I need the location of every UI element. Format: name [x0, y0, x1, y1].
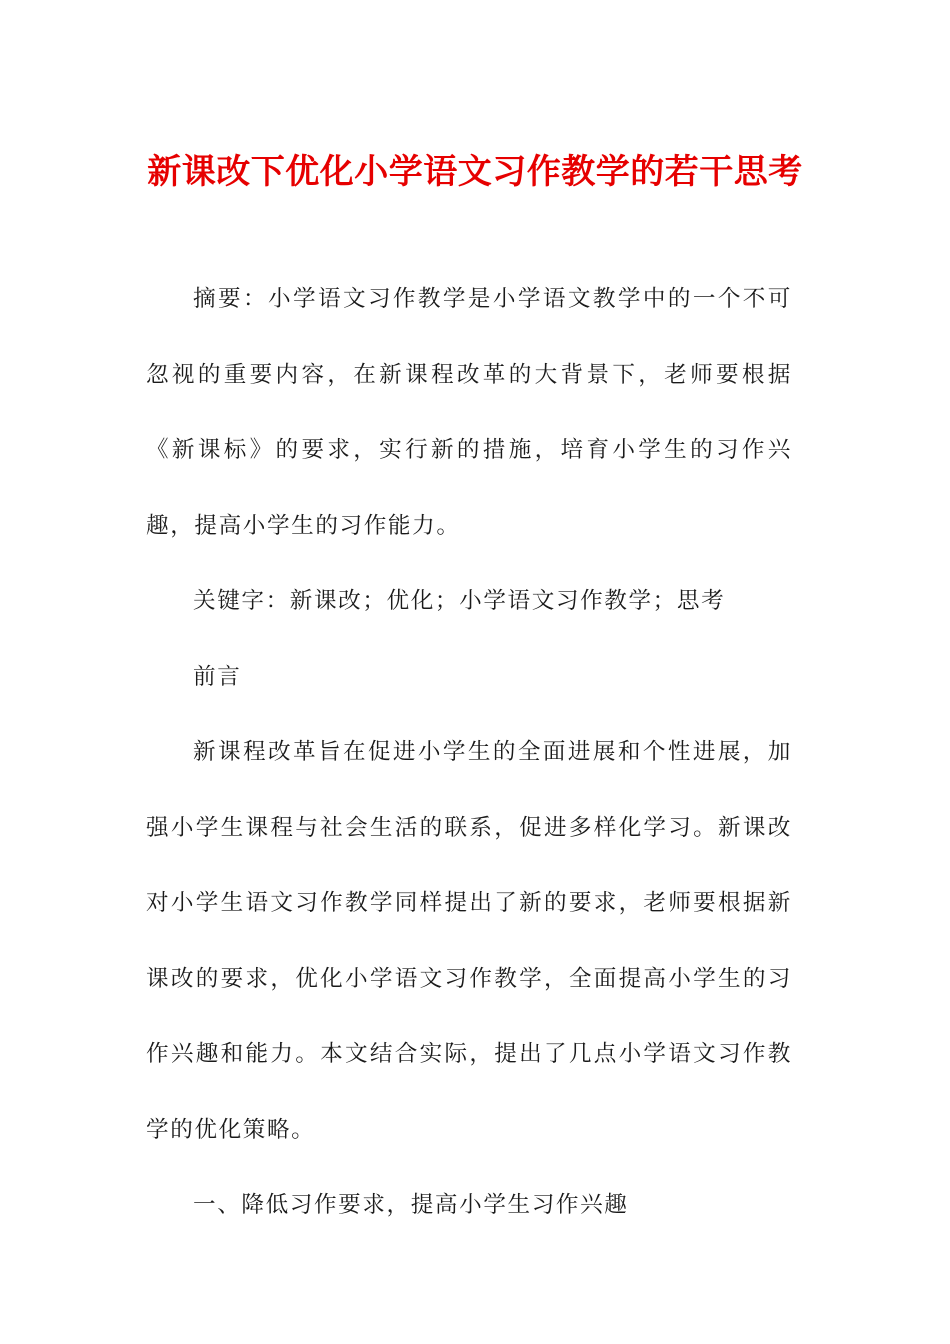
preface-heading: 前言: [193, 663, 242, 690]
preface-paragraph: 新课程改革旨在促进小学生的全面进展和个性进展，加强小学生课程与社会生活的联系，促进多样化学习。新课改对小学生语文习作教学同样提出了新的要求，老师要根据新课改的要求，优化小学语文习作教学，全面提高小学生的习作兴趣和能力。本文结合实际，提出了几点小学语文习作教学的优化策略。: [146, 739, 792, 1143]
document-body: [146, 262, 792, 1244]
abstract-paragraph: 摘要：小学语文习作教学是小学语文教学中的一个不可忽视的重要内容，在新课程改革的大背景下，老师要根据《新课标》的要求，实行新的措施，培育小学生的习作兴趣，提高小学生的习作能力。: [146, 286, 792, 539]
section-heading-1: 一、降低习作要求，提高小学生习作兴趣: [193, 1192, 629, 1218]
keywords-paragraph: 关键字：新课改；优化；小学语文习作教学；思考: [193, 588, 726, 614]
document-title: 新课改下优化小学语文习作教学的若干思考: [147, 152, 803, 192]
